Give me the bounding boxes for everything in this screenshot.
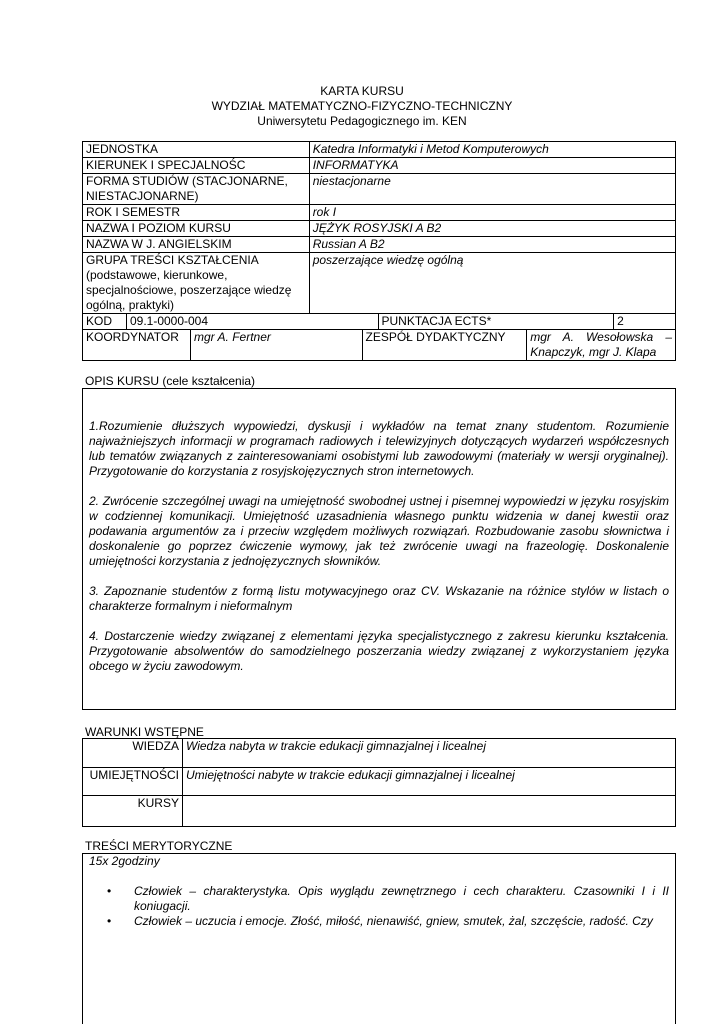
table-row: [83, 158, 676, 174]
warunki-table: [82, 738, 676, 827]
info-label: ROK I SEMESTR: [83, 205, 310, 221]
table-row: [83, 314, 676, 330]
table-row: [83, 205, 676, 221]
table-row: [83, 142, 676, 158]
opis-paragraph: 3. Zapoznanie studentów z formą listu motywacyjnego oraz CV. Wskazanie na różnice stylów w listach o charakterze formalnym i nieformalnym: [89, 584, 669, 613]
tresci-intro: 15x 2godziny: [89, 854, 160, 868]
table-row: [83, 739, 676, 768]
opis-paragraph: 1.Rozumienie dłuższych wypowiedzi, dyskusji i wykładów na temat znany studentom. Rozumienie najważniejszych informacji w programach radiowych i telewizyjnych dotyczących wydarzeń współczesnych lub tematów związanych z zainteresowaniami osobistymi lub zawodowymi (materiały w wersji oryginalnej). Przygotowanie do korzystania z rosyjskojęzycznych stron internetowych.: [89, 419, 669, 478]
kod-label: KOD: [83, 314, 127, 330]
info-value: JĘŻYK ROSYJSKI A B2: [309, 221, 675, 237]
warunki-value: [182, 796, 675, 827]
table-row: [83, 174, 676, 205]
tresci-title: TREŚCI MERYTORYCZNE: [85, 839, 233, 853]
warunki-label: WIEDZA: [83, 739, 183, 768]
list-item-text: Człowiek – uczucia i emocje. Złość, miłość, nienawiść, gniew, smutek, żal, szczęście, radość. Czy: [134, 914, 653, 928]
info-value: rok I: [309, 205, 675, 221]
table-row: [83, 221, 676, 237]
table-row: [83, 253, 676, 314]
opis-paragraph: 4. Dostarczenie wiedzy związanej z elementami języka specjalistycznego z zakresu kierunku kształcenia. Przygotowanie absolwentów do samodzielnego poszerzania wiedzy związanej z wykorzystaniem języka obcego w życiu zawodowym.: [89, 629, 669, 673]
list-item-text: Człowiek – charakterystyka. Opis wyglądu zewnętrznego i cech charakteru. Czasowniki I i II koniugacji.: [134, 884, 669, 913]
table-row: [83, 768, 676, 796]
ects-value: 2: [614, 314, 676, 330]
info-value: niestacjonarne: [309, 174, 675, 205]
ects-label: PUNKTACJA ECTS*: [378, 314, 614, 330]
header-faculty: WYDZIAŁ MATEMATYCZNO-FIZYCZNO-TECHNICZNY: [211, 99, 513, 113]
warunki-label: UMIEJĘTNOŚCI: [83, 768, 183, 796]
table-row: [83, 796, 676, 827]
header-title: KARTA KURSU: [320, 84, 404, 98]
info-value: Katedra Informatyki i Metod Komputerowych: [309, 142, 675, 158]
info-label: NAZWA W J. ANGIELSKIM: [83, 237, 310, 253]
warunki-value: Wiedza nabyta w trakcie edukacji gimnazjalnej i licealnej: [182, 739, 675, 768]
info-value: Russian A B2: [309, 237, 675, 253]
header-university: Uniwersytetu Pedagogicznego im. KEN: [257, 114, 467, 128]
opis-paragraph: 2. Zwrócenie szczególnej uwagi na umiejętność swobodnej ustnej i pisemnej wypowiedzi w języku rosyjskim w codziennej komunikacji. Umiejętność uzasadnienia własnego punktu widzenia w danej kwestii oraz podawania argumentów za i przeciw względem możliwych rozwiązań. Rozbudowanie zasobu słownictwa i doskonalenie go poprzez ćwiczenie wymowy, jak też zwrócenie uwagi na frazeologię. Doskonalenie umiejętności korzystania z jednojęzycznych słowników.: [89, 494, 669, 568]
table-row: [83, 330, 676, 361]
course-info-table: [82, 141, 676, 330]
koordynator-label: KOORDYNATOR: [83, 330, 191, 361]
opis-title: OPIS KURSU (cele kształcenia): [85, 374, 256, 388]
info-label: NAZWA I POZIOM KURSU: [83, 221, 310, 237]
warunki-title: WARUNKI WSTĘPNE: [85, 725, 204, 739]
document-header: [0, 84, 724, 129]
opis-box: [82, 388, 676, 710]
list-item: [107, 884, 669, 914]
tresci-box: [82, 853, 676, 1024]
info-label: FORMA STUDIÓW (STACJONARNE, NIESTACJONARNE): [83, 174, 310, 205]
zespol-label: ZESPÓŁ DYDAKTYCZNY: [362, 330, 527, 361]
tresci-list: [89, 884, 669, 929]
warunki-label: KURSY: [83, 796, 183, 827]
bullet-icon: •: [107, 914, 112, 928]
info-label: KIERUNEK I SPECJALNOŚC: [83, 158, 310, 174]
staff-table: [82, 329, 676, 361]
zespol-value: mgr A. Wesołowska – Knapczyk, mgr J. Klapa: [527, 330, 676, 361]
table-row: [83, 237, 676, 253]
kod-value: 09.1-0000-004: [126, 314, 378, 330]
koordynator-value: mgr A. Fertner: [190, 330, 362, 361]
info-label: GRUPA TREŚCI KSZTAŁCENIA (podstawowe, kierunkowe, specjalnościowe, poszerzające wiedzę ogólną, praktyki): [83, 253, 310, 314]
info-label: JEDNOSTKA: [83, 142, 310, 158]
warunki-value: Umiejętności nabyte w trakcie edukacji gimnazjalnej i licealnej: [182, 768, 675, 796]
info-value: INFORMATYKA: [309, 158, 675, 174]
bullet-icon: •: [107, 884, 112, 898]
list-item: [107, 914, 669, 929]
info-value: poszerzające wiedzę ogólną: [309, 253, 675, 314]
